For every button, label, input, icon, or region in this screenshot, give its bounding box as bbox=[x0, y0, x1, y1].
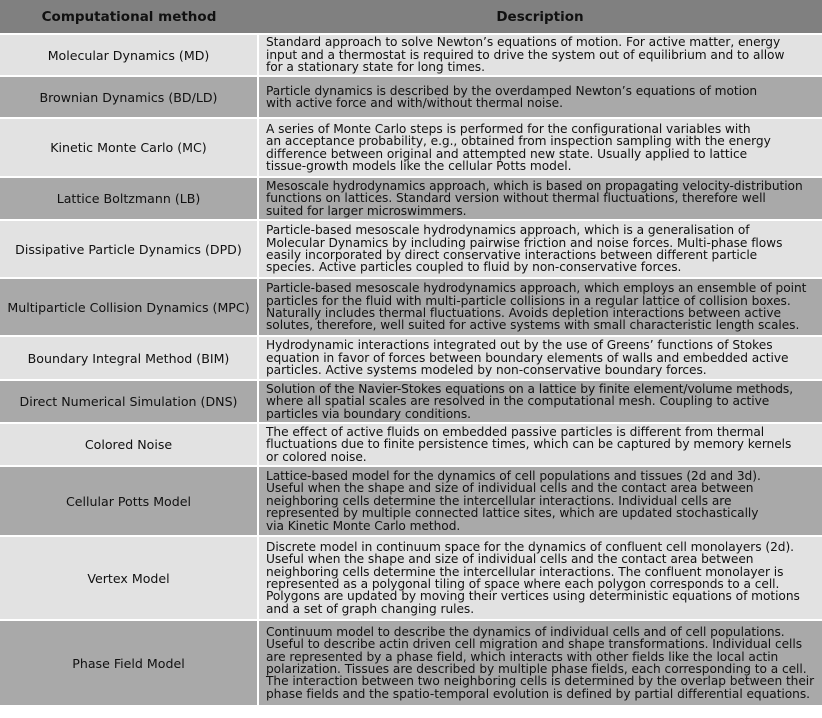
description-cell: Standard approach to solve Newton’s equations of motion. For active matter, energy input and a thermostat is required to drive the system out of equilibrium and to allow for a stationary state for long times. bbox=[258, 34, 822, 76]
method-cell: Lattice Boltzmann (LB) bbox=[0, 177, 258, 220]
table-row bbox=[0, 34, 822, 76]
description-cell: Discrete model in continuum space for the dynamics of confluent cell monolayers (2d). Useful when the shape and size of individual cells and the contact area between neighboring cells determine the intercellular interactions. The confluent monolayer is represented as a polygonal tiling of space where each polygon corresponds to a cell. Polygons are updated by moving their vertices using deterministic equations of motions and a set of graph changing rules. bbox=[258, 536, 822, 620]
method-cell: Phase Field Model bbox=[0, 620, 258, 706]
method-cell: Colored Noise bbox=[0, 423, 258, 466]
header-description: Description bbox=[258, 0, 822, 34]
description-cell: Particle dynamics is described by the overdamped Newton’s equations of motion with active force and with/without thermal noise. bbox=[258, 76, 822, 118]
method-cell: Brownian Dynamics (BD/LD) bbox=[0, 76, 258, 118]
table-row bbox=[0, 423, 822, 466]
table-row bbox=[0, 466, 822, 536]
method-cell: Molecular Dynamics (MD) bbox=[0, 34, 258, 76]
description-cell: Continuum model to describe the dynamics of individual cells and of cell populations. Useful to describe actin driven cell migration and shape transformations. Individual cells are represented by a phase field, which interacts with other fields like the local actin polarization. Tissues are described by multiple phase fields, each corresponding to a cell. The interaction between two neighboring cells is determined by the overlap between their phase fields and the spatio-temporal evolution is defined by partial differential equations. bbox=[258, 620, 822, 706]
table-row bbox=[0, 380, 822, 423]
description-cell: Mesoscale hydrodynamics approach, which is based on propagating velocity-distribution functions on lattices. Standard version without thermal fluctuations, therefore well suited for larger microswimmers. bbox=[258, 177, 822, 220]
table-row bbox=[0, 278, 822, 336]
table-row bbox=[0, 336, 822, 380]
description-cell: A series of Monte Carlo steps is performed for the configurational variables with an acceptance probability, e.g., obtained from inspection sampling with the energy difference between original and attempted new state. Usually applied to lattice tissue-growth models like the cellular Potts model. bbox=[258, 118, 822, 177]
description-cell: Particle-based mesoscale hydrodynamics approach, which employs an ensemble of point particles for the fluid with multi-particle collisions in a regular lattice of collision boxes. Naturally includes thermal fluctuations. Avoids depletion interactions between active solutes, therefore, well suited for active systems with small characteristic length scales. bbox=[258, 278, 822, 336]
description-cell: Solution of the Navier-Stokes equations on a lattice by finite element/volume methods, where all spatial scales are resolved in the computational mesh. Coupling to active particles via boundary conditions. bbox=[258, 380, 822, 423]
method-cell: Multiparticle Collision Dynamics (MPC) bbox=[0, 278, 258, 336]
description-cell: The effect of active fluids on embedded passive particles is different from thermal fluctuations due to finite persistence times, which can be captured by memory kernels or colored noise. bbox=[258, 423, 822, 466]
method-cell: Direct Numerical Simulation (DNS) bbox=[0, 380, 258, 423]
table-row bbox=[0, 620, 822, 706]
method-cell: Dissipative Particle Dynamics (DPD) bbox=[0, 220, 258, 278]
table-row bbox=[0, 220, 822, 278]
method-cell: Vertex Model bbox=[0, 536, 258, 620]
table-row bbox=[0, 536, 822, 620]
description-cell: Lattice-based model for the dynamics of cell populations and tissues (2d and 3d). Useful when the shape and size of individual cells and the contact area between neighboring cells determine the intercellular interactions. Individual cells are represented by multiple connected lattice sites, which are updated stochastically via Kinetic Monte Carlo method. bbox=[258, 466, 822, 536]
header-method: Computational method bbox=[0, 0, 258, 34]
description-cell: Particle-based mesoscale hydrodynamics approach, which is a generalisation of Molecular Dynamics by including pairwise friction and noise forces. Multi-phase flows easily incorporated by direct conservative interactions between different particle species. Active particles coupled to fluid by non-conservative forces. bbox=[258, 220, 822, 278]
table-row bbox=[0, 118, 822, 177]
method-cell: Boundary Integral Method (BIM) bbox=[0, 336, 258, 380]
table-row bbox=[0, 177, 822, 220]
method-cell: Cellular Potts Model bbox=[0, 466, 258, 536]
header-row bbox=[0, 0, 822, 34]
method-cell: Kinetic Monte Carlo (MC) bbox=[0, 118, 258, 177]
description-cell: Hydrodynamic interactions integrated out by the use of Greens’ functions of Stokes equation in favor of forces between boundary elements of walls and embedded active particles. Active systems modeled by non-conservative boundary forces. bbox=[258, 336, 822, 380]
table-row bbox=[0, 76, 822, 118]
